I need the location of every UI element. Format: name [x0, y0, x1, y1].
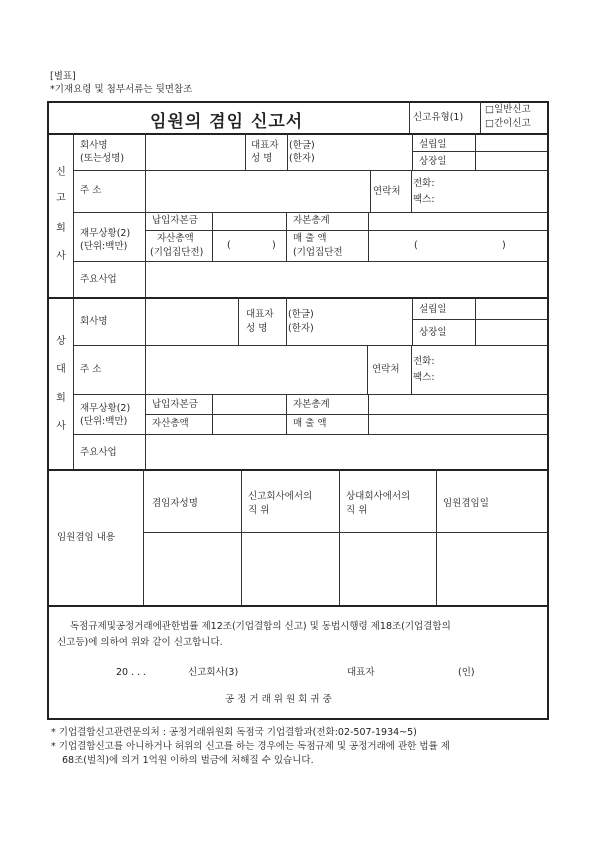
cp-finance-unit-label: (단위:백만) — [80, 416, 128, 427]
divider — [475, 134, 476, 170]
reporter-label: 신고회사(3) — [188, 667, 239, 678]
cp-address-label: 주 소 — [80, 364, 102, 375]
title-bottom-rule — [48, 133, 548, 135]
declaration-line-2: 신고등)에 의하여 위와 같이 신고합니다. — [57, 637, 223, 648]
report-type-general-checkbox[interactable]: □일반신고 — [485, 104, 531, 115]
concurrent-section-label: 임원겸임 내용 — [57, 532, 116, 543]
cp-rep-label: 대표자 — [246, 309, 274, 320]
fax-field[interactable]: 팩스: — [413, 194, 435, 205]
col-reporting-position-1: 신고회사에서의 — [248, 491, 313, 502]
divider — [145, 298, 146, 345]
cp-phone-field[interactable]: 전화: — [413, 356, 435, 367]
sales-paren-close: ) — [502, 240, 506, 251]
section-rule — [48, 297, 548, 299]
recipient-label: 공 정 거 래 위 원 회 귀 중 — [225, 694, 332, 705]
total-assets-paren-open: ( — [227, 240, 231, 251]
section-rule — [48, 605, 548, 607]
divider — [245, 134, 246, 170]
counterpart-company-label-4: 사 — [56, 421, 66, 432]
section-divider — [73, 298, 74, 470]
instructions-note: *기재요령 및 첨부서류는 뒷면참조 — [50, 84, 193, 95]
rep-label: 대표자 — [251, 140, 279, 151]
divider — [212, 230, 213, 261]
divider — [339, 470, 340, 606]
total-assets-label: 자산총액 — [157, 233, 194, 244]
section-rule — [48, 469, 548, 471]
cp-finance-label: 재무상황(2) — [80, 403, 131, 414]
cp-sales-label: 매 출 액 — [293, 418, 327, 429]
divider — [241, 470, 242, 606]
divider — [145, 434, 146, 470]
col-concurrent-date: 임원겸임일 — [443, 498, 489, 509]
report-type-label: 신고유형(1) — [413, 112, 464, 123]
counterpart-company-label-1: 상 — [56, 336, 66, 347]
finance-label: 재무상황(2) — [80, 228, 131, 239]
rep-hanja-field[interactable]: (한자) — [289, 153, 315, 164]
finance-unit-label: (단위:백만) — [80, 241, 128, 252]
section-divider — [73, 134, 74, 298]
reporting-company-label-3: 회 — [56, 223, 66, 234]
contact-label: 연락처 — [373, 186, 401, 197]
cp-rep-hangul-field[interactable]: (한글) — [288, 309, 314, 320]
report-type-simple-checkbox[interactable]: □간이신고 — [485, 118, 531, 129]
founded-label: 설립일 — [419, 139, 447, 150]
divider — [412, 298, 413, 345]
divider — [143, 532, 548, 533]
form-title: 임원의 겸임 신고서 — [150, 112, 304, 132]
divider — [412, 134, 413, 170]
divider — [412, 319, 548, 320]
cp-rep-name-label: 성 명 — [246, 323, 268, 334]
divider — [287, 134, 288, 170]
company-name-sub-label: (또는성명) — [80, 153, 125, 164]
cp-listed-label: 상장일 — [419, 327, 447, 338]
col-concurrent-name: 겸임자성명 — [152, 498, 198, 509]
col-counterpart-position-2: 직 위 — [346, 505, 368, 516]
main-business-label: 주요사업 — [80, 274, 117, 285]
address-label: 주 소 — [80, 185, 102, 196]
rep-hangul-field[interactable]: (한글) — [289, 140, 315, 151]
col-reporting-position-2: 직 위 — [248, 505, 270, 516]
representative-label: 대표자 — [347, 667, 375, 678]
sales-sub-label: (기업집단전 — [293, 247, 343, 258]
cp-main-business-label: 주요사업 — [80, 447, 117, 458]
cp-contact-label: 연락처 — [372, 364, 400, 375]
divider — [145, 212, 146, 261]
footer-note-3: 68조(벌칙)에 의거 1억원 이하의 벌금에 처해질 수 있습니다. — [62, 755, 314, 766]
divider — [480, 102, 481, 134]
cp-total-capital-label: 자본총계 — [293, 399, 330, 410]
company-name-label: 회사명 — [80, 140, 108, 151]
divider — [145, 345, 146, 394]
sales-label: 매 출 액 — [293, 233, 327, 244]
divider — [368, 230, 369, 261]
col-counterpart-position-1: 상대회사에서의 — [346, 491, 411, 502]
divider — [212, 212, 213, 230]
footer-note-1: * 기업결합신고관련문의처 : 공정거래위원회 독점국 기업결합과(전화:02-507-1934~5) — [51, 727, 417, 738]
divider — [286, 298, 287, 345]
total-assets-paren-close: ) — [272, 240, 276, 251]
divider — [286, 212, 287, 261]
divider — [409, 102, 410, 134]
divider — [145, 134, 146, 170]
divider — [145, 230, 548, 231]
cp-paid-capital-label: 납입자본금 — [152, 399, 198, 410]
cp-total-assets-label: 자산총액 — [152, 418, 189, 429]
annex-label: [별표] — [50, 71, 76, 82]
divider — [143, 470, 144, 606]
divider — [368, 212, 369, 230]
cp-founded-label: 설립일 — [419, 304, 447, 315]
paid-capital-label: 납입자본금 — [152, 215, 198, 226]
seal-mark: (인) — [458, 667, 475, 678]
divider — [411, 345, 412, 394]
footer-note-2: * 기업결합신고를 아니하거나 허위의 신고를 하는 경우에는 독점규제 및 공정거래에 관한 법률 제 — [51, 741, 450, 752]
declaration-date[interactable]: 20 . . . — [116, 667, 147, 678]
reporting-company-label-1: 신 — [56, 167, 66, 178]
divider — [145, 414, 548, 415]
divider — [145, 261, 146, 298]
phone-field[interactable]: 전화: — [413, 178, 435, 189]
reporting-company-label-4: 사 — [56, 251, 66, 262]
divider — [238, 298, 239, 345]
listed-label: 상장일 — [419, 156, 447, 167]
cp-rep-hanja-field[interactable]: (한자) — [288, 323, 314, 334]
divider — [367, 345, 368, 394]
rep-name-label: 성 명 — [251, 153, 273, 164]
counterpart-company-label-3: 회 — [56, 393, 66, 404]
divider — [475, 298, 476, 345]
reporting-company-label-2: 고 — [56, 193, 66, 204]
cp-company-name-label: 회사명 — [80, 316, 108, 327]
divider — [145, 170, 146, 212]
divider — [370, 170, 371, 212]
sales-paren-open: ( — [414, 240, 418, 251]
divider — [412, 151, 548, 152]
counterpart-company-label-2: 대 — [56, 364, 66, 375]
divider — [411, 170, 412, 212]
declaration-line-1: 독점규제및공정거래에관한법률 제12조(기업결합의 신고) 및 동법시행령 제18조(기업결합의 — [70, 621, 451, 632]
total-assets-sub-label: (기업집단전) — [150, 247, 204, 258]
total-capital-label: 자본총계 — [293, 215, 330, 226]
cp-fax-field[interactable]: 팩스: — [413, 372, 435, 383]
divider — [436, 470, 437, 606]
